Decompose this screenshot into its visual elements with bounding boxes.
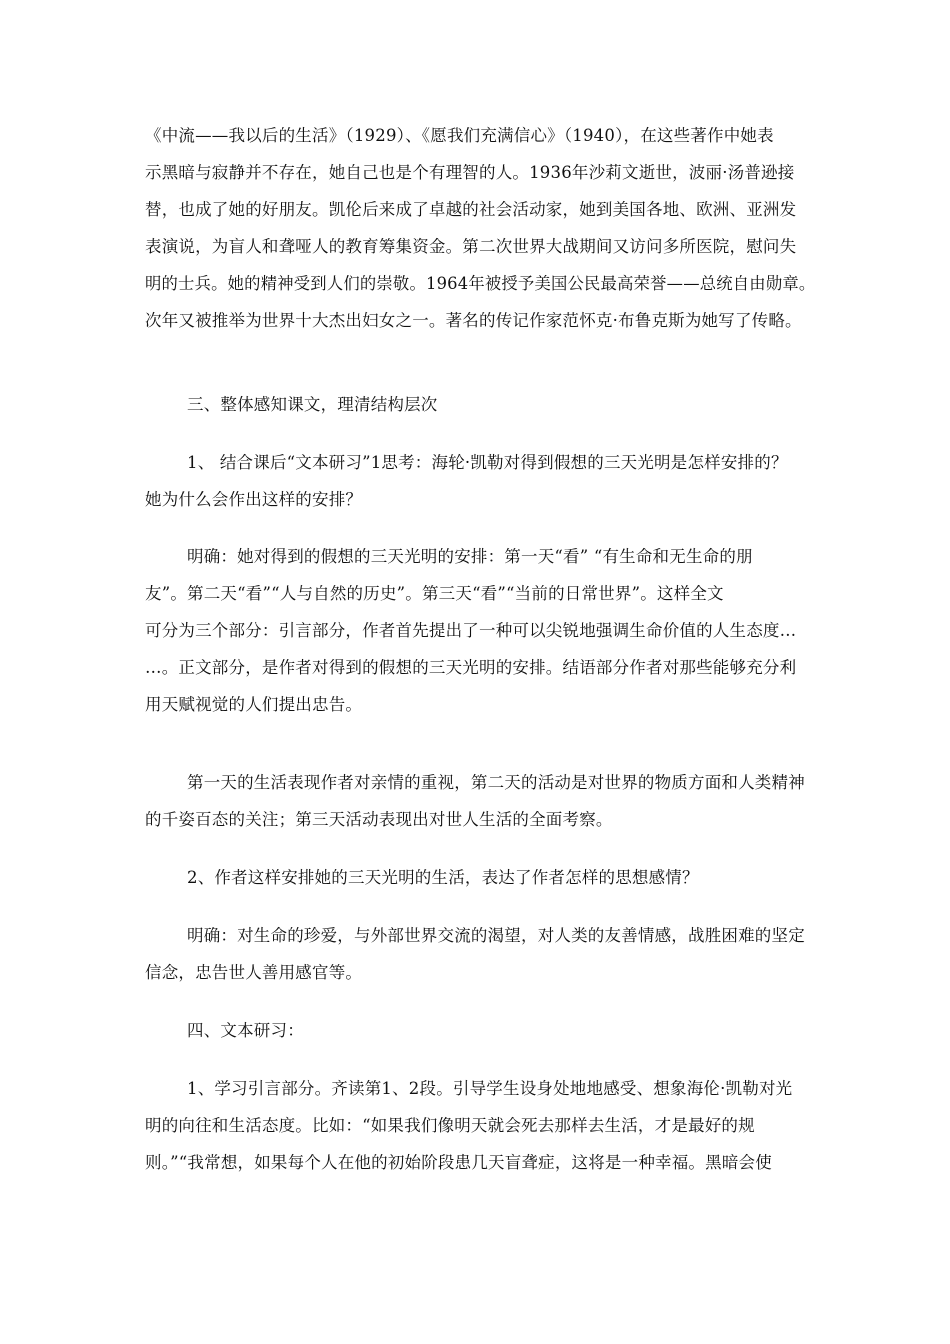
text-line: 替，也成了她的好朋友。凯伦后来成了卓越的社会活动家，她到美国各地、欧洲、亚洲发 xyxy=(145,200,797,219)
paragraph-intro-study xyxy=(145,1070,815,1181)
text-line: 明的士兵。她的精神受到人们的崇敬。1964年被授予美国公民最高荣誉——总统自由勋章。 xyxy=(145,274,816,293)
heading-line: 四、文本研习： xyxy=(187,1021,304,1040)
paragraph-question-2 xyxy=(145,859,815,896)
text-line: 2、作者这样安排她的三天光明的生活，表达了作者怎样的思想感情？ xyxy=(187,868,699,887)
section-heading-four xyxy=(145,1012,815,1049)
paragraph-biography xyxy=(145,117,815,339)
text-line: 她为什么会作出这样的安排？ xyxy=(145,490,363,509)
text-line: 《中流——我以后的生活》（1929）、《愿我们充满信心》（1940），在这些著作中她表 xyxy=(145,126,774,145)
text-line: 表演说，为盲人和聋哑人的教育筹集资金。第二次世界大战期间又访问多所医院，慰问失 xyxy=(145,237,797,256)
text-line: 明的向往和生活态度。比如：“如果我们像明天就会死去那样去生活，才是最好的规 xyxy=(145,1116,755,1135)
text-line: 的千姿百态的关注；第三天活动表现出对世人生活的全面考察。 xyxy=(145,810,613,829)
heading-line: 三、整体感知课文，理清结构层次 xyxy=(187,395,438,414)
paragraph-question-1 xyxy=(145,444,815,518)
text-line: 明确：对生命的珍爱，与外部世界交流的渴望，对人类的友善情感，战胜困难的坚定 xyxy=(187,926,805,945)
text-line: 1、 结合课后“文本研习”1思考：海轮·凯勒对得到假想的三天光明是怎样安排的？ xyxy=(187,453,788,472)
text-line: 友”。第二天“看”“人与自然的历史”。第三天“看”“当前的日常世界”。这样全文 xyxy=(145,584,724,603)
text-line: 第一天的生活表现作者对亲情的重视，第二天的活动是对世界的物质方面和人类精神 xyxy=(187,773,805,792)
paragraph-day-summary xyxy=(145,764,815,838)
text-line: 1、学习引言部分。齐读第1、2段。引导学生设身处地地感受、想象海伦·凯勒对光 xyxy=(187,1079,793,1098)
paragraph-answer-2 xyxy=(145,917,815,991)
text-line: 可分为三个部分：引言部分，作者首先提出了一种可以尖锐地强调生命价值的人生态度… xyxy=(145,621,797,640)
text-line: 信念，忠告世人善用感官等。 xyxy=(145,963,363,982)
text-line: 用天赋视觉的人们提出忠告。 xyxy=(145,695,363,714)
text-line: …。正文部分，是作者对得到的假想的三天光明的安排。结语部分作者对那些能够充分利 xyxy=(145,658,797,677)
paragraph-answer-1 xyxy=(145,538,815,723)
text-line: 则。”“我常想，如果每个人在他的初始阶段患几天盲聋症，这将是一种幸福。黑暗会使 xyxy=(145,1153,772,1172)
text-line: 示黑暗与寂静并不存在，她自己也是个有理智的人。1936年沙莉文逝世，波丽·汤普逊接 xyxy=(145,163,795,182)
section-heading-three xyxy=(145,386,815,423)
text-line: 次年又被推举为世界十大杰出妇女之一。著名的传记作家范怀克·布鲁克斯为她写了传略。 xyxy=(145,311,802,330)
text-line: 明确：她对得到的假想的三天光明的安排：第一天“看” “有生命和无生命的朋 xyxy=(187,547,753,566)
